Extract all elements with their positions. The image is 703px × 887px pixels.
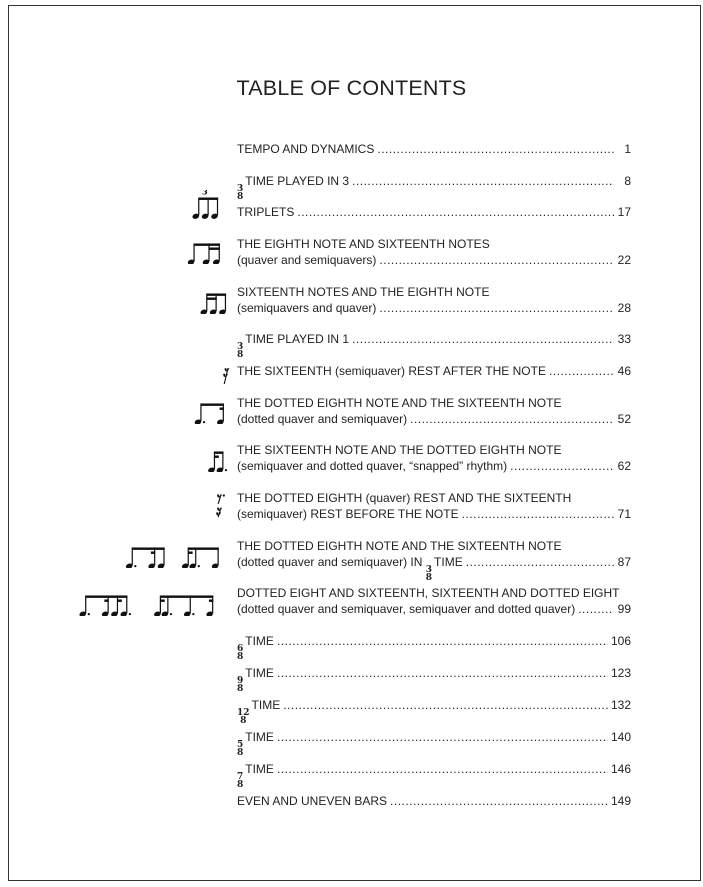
entry-title: (semiquaver) REST BEFORE THE NOTE	[237, 507, 459, 521]
entry-title: THE DOTTED EIGHTH (quaver) REST AND THE SIXTEENTH	[237, 491, 572, 505]
page-number: 132	[610, 698, 631, 712]
entry-title: (dotted quaver and semiquaver) IN 3 8 TIME	[237, 555, 463, 583]
page-number: 1	[624, 142, 631, 156]
page-number: 87	[617, 555, 631, 569]
time-signature: 5 8	[237, 740, 244, 758]
entry-title: TEMPO AND DYNAMICS	[237, 142, 375, 156]
toc-entry[interactable]	[237, 793, 631, 809]
toc-entry[interactable]	[237, 490, 631, 522]
dot-leader	[297, 204, 614, 220]
entry-title: (semiquaver and dotted quaver, “snapped” rhythm)	[237, 459, 508, 473]
time-signature: 3 8	[425, 565, 433, 583]
time-signature: 9 8	[237, 676, 244, 694]
snapped-rhythm-icon	[207, 444, 229, 472]
page-number: 146	[610, 762, 631, 776]
dot-leader	[277, 665, 608, 681]
entry-title: 6 8 TIME	[237, 634, 274, 662]
toc-entry[interactable]	[237, 395, 631, 427]
toc-entry[interactable]	[237, 331, 631, 359]
toc-entry[interactable]	[237, 665, 631, 693]
entry-title: 3 8 TIME PLAYED IN 3	[237, 174, 350, 202]
toc-entry[interactable]	[237, 173, 631, 201]
entry-title: 12 8 TIME	[237, 698, 281, 726]
entry-title: THE EIGHTH NOTE AND SIXTEENTH NOTES	[237, 237, 490, 251]
toc-entry[interactable]	[237, 204, 631, 220]
dot-leader	[352, 331, 614, 347]
toc-entry[interactable]	[237, 761, 631, 789]
dot-leader	[277, 633, 608, 649]
toc-entry[interactable]	[237, 697, 631, 725]
entry-title: THE DOTTED EIGHTH NOTE AND THE SIXTEENTH NOTE	[237, 539, 562, 553]
two-sixteenths-eighth-icon	[199, 286, 231, 314]
entry-title: EVEN AND UNEVEN BARS	[237, 794, 388, 808]
eighth-two-sixteenths-icon	[186, 236, 226, 264]
toc-entry[interactable]	[237, 442, 631, 474]
entry-title: THE DOTTED EIGHTH NOTE AND THE SIXTEENTH NOTE	[237, 396, 562, 410]
dotted-rests-icon	[214, 487, 228, 519]
entry-title: 7 8 TIME	[237, 762, 274, 790]
dot-leader	[549, 363, 614, 379]
entry-title: (dotted quaver and semiquaver, semiquaver and dotted quaver)	[237, 602, 576, 616]
entry-title: THE SIXTEENTH (semiquaver) REST AFTER THE NOTE	[237, 364, 546, 378]
page-number: 62	[617, 459, 631, 473]
dot-leader	[379, 300, 614, 316]
mixed-dotted-groups-icon	[74, 588, 224, 616]
page-number: 8	[624, 174, 631, 188]
dot-leader	[410, 411, 614, 427]
toc-entry[interactable]	[237, 236, 631, 268]
time-signature: 12 8	[237, 708, 250, 726]
dot-leader	[379, 252, 614, 268]
dot-leader	[277, 761, 608, 777]
entry-title: 5 8 TIME	[237, 730, 274, 758]
time-signature: 6 8	[237, 644, 244, 662]
dot-leader	[283, 697, 608, 713]
page-number: 123	[610, 666, 631, 680]
dot-leader	[390, 793, 608, 809]
page-number: 46	[617, 364, 631, 378]
entry-title: DOTTED EIGHT AND SIXTEENTH, SIXTEENTH AND DOTTED EIGHT	[237, 586, 620, 600]
entry-title: SIXTEENTH NOTES AND THE EIGHTH NOTE	[237, 285, 490, 299]
toc-entry[interactable]	[237, 585, 631, 617]
svg-text:3: 3	[202, 190, 208, 197]
page-title: TABLE OF CONTENTS	[236, 76, 467, 100]
dot-leader	[466, 554, 614, 570]
page-number: 28	[617, 301, 631, 315]
time-signature: 3 8	[237, 342, 244, 360]
dotted-eighth-sixteenth-icon	[193, 396, 229, 424]
toc-entry[interactable]	[237, 729, 631, 757]
entry-title: 9 8 TIME	[237, 666, 274, 694]
entry-title: TRIPLETS	[237, 205, 295, 219]
entry-title: (dotted quaver and semiquaver)	[237, 412, 408, 426]
page-number: 17	[617, 205, 631, 219]
dot-leader	[352, 173, 614, 189]
toc-entry[interactable]	[237, 633, 631, 661]
dot-leader	[510, 458, 614, 474]
page-number: 140	[610, 730, 631, 744]
triplet-eighths-icon	[190, 190, 224, 220]
entry-title: (semiquavers and quaver)	[237, 301, 377, 315]
time-signature: 3 8	[237, 184, 244, 202]
dot-leader	[377, 141, 614, 157]
dot-leader	[277, 729, 608, 745]
sixteenth-rest-icon	[222, 360, 232, 384]
toc-entry[interactable]	[237, 538, 631, 582]
page-number: 99	[617, 602, 631, 616]
dotted-rhythm-groups-icon	[122, 540, 228, 568]
entry-title: 3 8 TIME PLAYED IN 1	[237, 332, 350, 360]
page-number: 22	[617, 253, 631, 267]
page-number: 149	[610, 794, 631, 808]
page-number: 71	[617, 507, 631, 521]
page-number: 52	[617, 412, 631, 426]
toc-entry[interactable]	[237, 141, 631, 157]
time-signature: 7 8	[237, 772, 244, 790]
toc-entry[interactable]	[237, 284, 631, 316]
dot-leader	[462, 506, 614, 522]
page-number: 33	[617, 332, 631, 346]
toc-entry[interactable]	[237, 363, 631, 379]
page-number: 106	[610, 634, 631, 648]
dot-leader	[578, 601, 614, 617]
entry-title: THE SIXTEENTH NOTE AND THE DOTTED EIGHTH NOTE	[237, 443, 562, 457]
entry-title: (quaver and semiquavers)	[237, 253, 377, 267]
